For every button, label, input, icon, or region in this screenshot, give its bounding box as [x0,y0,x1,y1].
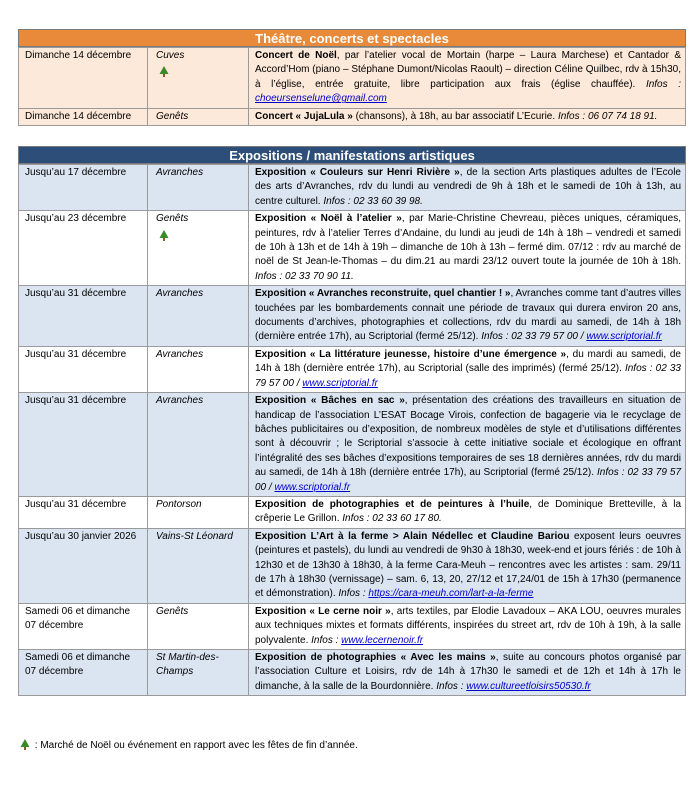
table-row [19,393,686,497]
event-info: Infos : 02 33 79 57 00 / [481,331,587,343]
event-place-cell [148,603,249,649]
event-date: Jusqu’au 31 décembre [19,286,148,347]
event-title: Exposition « Couleurs sur Henri Rivière » [255,167,460,178]
event-info: Infos : 02 33 60 17 80. [342,513,442,525]
event-place-cell [148,528,249,603]
event-place-cell [148,393,249,497]
event-description [249,211,686,286]
event-text: exposent leurs oeuvres (peintures et pastels), du lundi au vendredi de 9h30 à 18h30, week-end et jours fériés : de 10h à 12h30 et de 13h30 à 18h30, à la ferme Cara-Meuh – rencontres avec les artistes : sam. 29/11 de 17h à 18h30 (vernissage) – sam. 6, 13, 20, 27/12 et 17,24/01 de 15h à 17h30 (permanence et démonstration). [255,530,682,600]
table-row [19,528,686,603]
event-place-cell [148,211,249,286]
event-text: , arts textiles, par Elodie Lavadoux – AKA LOU, oeuvres murales aux techniques mixtes et formats différents, inspirées du street art, rdv de 10h à 19h, à la salle polyvalente. [255,605,682,646]
event-place-cell [148,650,249,696]
event-place: Avranches [156,288,204,300]
event-place: Genêts [156,110,189,122]
event-date: Dimanche 14 décembre [19,108,148,125]
event-date: Samedi 06 et dimanche 07 décembre [19,603,148,649]
event-description [249,650,686,696]
event-description [249,286,686,347]
event-title: Exposition de photographies « Avec les mains » [255,652,496,663]
event-place-cell [148,496,249,528]
event-place-cell [148,286,249,347]
event-place: St Martin-des-Champs [156,652,219,678]
event-title: Exposition « Noël à l’atelier » [255,213,402,225]
event-date: Dimanche 14 décembre [19,48,148,109]
event-title: Concert de Noël [255,50,337,61]
event-description [249,48,686,109]
event-text: , Avranches comme tant d’autres villes touchées par les bombardements connait une période de travaux qui durera environ 20 ans, documents d’archives, photographies et collections, rdv du mardi au samedi, de 14h à 18h (dernière entrée 17h), au Scriptorial (fermé 25/12). [255,288,681,343]
event-link[interactable]: www.scriptorial.fr [586,331,662,343]
events-table [18,47,686,126]
event-place: Genêts [156,605,189,617]
event-title: Exposition de photographies et de peintures à l’huile [255,498,530,510]
table-row [19,603,686,649]
event-title: Exposition « Bâches en sac » [255,395,405,407]
event-text: , suite au concours photos organisé par l’association Culture et Loisirs, rdv de 14h à 17h30 le samedi et de 12h et 14h à 17h le dimanche, à la salle de la Bourdonnière. [255,652,682,692]
event-text: , par Marie-Christine Chevreau, pièces uniques, céramiques, peintures, rdv à l’atelier Terres d’Andaine, du lundi au jeudi de 14h à 18h – vendredi et samedi de 10h à 13h et de 14h à 19h – dimanche de 10h à 13h – fermé dim. 07/12 : rdv au marché de noël de St Jean-le-Thomas – du dim.21 au mardi 23/12 ouvert toute la journée de 10h à 18h. [255,213,681,268]
section-title: Expositions / manifestations artistiques [18,146,686,164]
event-description [249,346,686,392]
event-place-cell [148,48,249,109]
event-title: Exposition « Avranches reconstruite, quel chantier ! » [255,288,511,300]
event-place: Avranches [156,348,204,360]
event-info: Infos : [436,680,467,692]
event-place: Genêts [156,213,189,225]
event-link[interactable]: www.cultureetloisirs50530.fr [466,680,591,692]
event-info: Infos : 02 33 79 57 00 / [255,467,682,493]
event-info: Infos : 02 33 60 39 98. [323,195,423,207]
event-place: Vains-St Léonard [156,530,233,542]
event-date: Samedi 06 et dimanche 07 décembre [19,650,148,696]
event-link[interactable]: www.scriptorial.fr [302,377,378,389]
legend [20,739,358,752]
event-link[interactable]: https://cara-meuh.com/lart-a-la-ferme [368,588,534,600]
table-row [19,108,686,125]
event-info: Infos : [311,634,342,646]
event-place: Pontorson [156,498,202,510]
event-place-cell [148,165,249,211]
event-link[interactable]: choeursenselune@gmail.com [255,93,387,105]
event-info: Infos : 02 33 70 90 11. [255,270,354,282]
event-place: Avranches [156,167,204,178]
event-text: , de Dominique Bretteville, à la crêperie Le Grillon. [255,498,682,525]
event-description [249,496,686,528]
table-row [19,346,686,392]
section-title: Théâtre, concerts et spectacles [18,29,686,47]
table-row [19,286,686,347]
event-title: Concert « JujaLula » [255,110,353,122]
event-info: Infos : 06 07 74 18 91. [557,110,658,122]
event-date: Jusqu’au 31 décembre [19,393,148,497]
event-date: Jusqu’au 31 décembre [19,496,148,528]
table-row [19,496,686,528]
section-expositions [18,146,686,696]
events-table [18,164,686,696]
table-row [19,211,686,286]
christmas-tree-icon [159,230,169,241]
event-description [249,165,686,211]
section-theatre [18,29,686,126]
event-description [249,108,686,125]
event-text: , de la section Arts plastiques adultes de l’Ecole des arts d’Avranches, rdv du lundi au vendredi de 9h à 18h et le samedi de 10h à 13h, au centre culturel. [255,167,681,207]
event-text: (chansons), à 18h, au bar associatif L’Ecurie. [352,110,558,122]
event-info: Infos : [645,78,681,90]
event-link[interactable]: www.lecernenoir.fr [341,634,424,646]
event-title: Exposition « La littérature jeunesse, histoire d’une émergence » [255,348,567,360]
event-link[interactable]: www.scriptorial.fr [274,481,351,493]
event-text: , présentation des créations des travailleurs en situation de handicap de l’association L’ESAT Bocage Virois, confection de bagagerie via le recyclage de bâches publicitaires ou d’exposition, de nombreux modèles de style et d’utilisations différentes sont à découvrir ; le Scriptorial s’associe à cette initiative sociale et écologique en offrant l’intégralité des ses bâches d’expositions temporaires de ses 18 dernières années, rdv du mardi au samedi, de 14h à 18h (dernière entrée 17h), au Scriptorial (fermé 25/12). [255,395,681,479]
event-info: Infos : [338,588,369,600]
event-place: Cuves [156,50,185,61]
event-text: , par l’atelier vocal de Mortain (harpe – Laura Marchese) et Cantador & Accord’Hom (piano – Stéphane Dumont/Nicolas Raoult) – direction Céline Quilbec, rdv à 15h30, à l’église, entrée gratuite, libre participation aux frais (église chauffée). [255,50,681,90]
event-description [249,603,686,649]
event-date: Jusqu’au 23 décembre [19,211,148,286]
event-place-cell [148,108,249,125]
event-description [249,393,686,497]
table-row [19,48,686,109]
event-description [249,528,686,603]
event-title: Exposition L’Art à la ferme > Alain Nédellec et Claudine Bariou [255,530,570,542]
christmas-tree-icon [159,66,169,77]
event-date: Jusqu’au 30 janvier 2026 [19,528,148,603]
event-date: Jusqu’au 17 décembre [19,165,148,211]
legend-text: : Marché de Noël ou événement en rapport avec les fêtes de fin d’année. [32,740,358,751]
table-row [19,165,686,211]
event-text: , du mardi au samedi, de 14h à 18h (dernière entrée 17h), au Scriptorial (salle des imprimés) (fermé 25/12). [255,348,681,375]
event-date: Jusqu’au 31 décembre [19,346,148,392]
event-info: Infos : 02 33 79 57 00 / [255,363,681,389]
event-place-cell [148,346,249,392]
event-title: Exposition « Le cerne noir » [255,605,391,617]
christmas-tree-icon [20,739,30,750]
event-place: Avranches [156,395,204,407]
table-row [19,650,686,696]
